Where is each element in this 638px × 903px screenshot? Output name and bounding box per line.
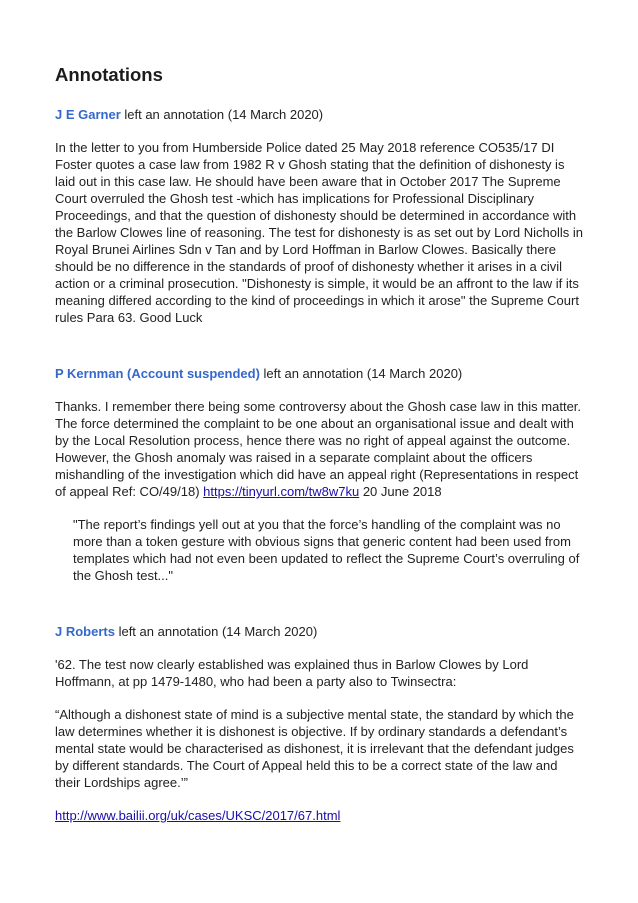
bailii-link[interactable]: http://www.bailii.org/uk/cases/UKSC/2017/67.html (55, 808, 341, 823)
annotation-meta (55, 365, 584, 382)
annotation-quote-paragraph: “Although a dishonest state of mind is a subjective mental state, the standard by which the law determines whether it is dishonest is objective. If by ordinary standards a defendant’s mental state would be characterised as dishonest, it is irrelevant that the defendant judges by different standards. The Court of Appeal held this to be a correct state of the law and their Lordships agree.’” (55, 707, 574, 790)
body-text: Thanks. I remember there being some controversy about the Ghosh case law in this matter. The force determined the complaint to be one about an organisational issue and dealt with by the Local Resolution process, hence there was no right of appeal against the outcome. However, the Ghosh anomaly was raised in a separate complaint about the officers mishandling of the investigation which did have an appeal right (Representations in respect of appeal Ref: CO/49/18) (55, 399, 582, 499)
annotation-body: '62. The test now clearly established was explained thus in Barlow Clowes by Lord Hoffmann, at pp 1479-1480, who had been a party also to Twinsectra: (55, 657, 529, 689)
annotation-2 (55, 365, 584, 584)
annotation-3 (55, 623, 584, 824)
author-link[interactable]: J Roberts (55, 624, 115, 639)
annotation-meta (55, 106, 584, 123)
annotation-date-text: left an annotation (14 March 2020) (259, 366, 463, 381)
annotation-date-text: left an annotation (14 March 2020) (120, 107, 324, 122)
page-title: Annotations (55, 64, 163, 85)
spacer (55, 600, 584, 623)
annotation-1 (55, 106, 584, 326)
annotation-link-paragraph (55, 807, 584, 824)
tinyurl-link[interactable]: https://tinyurl.com/tw8w7ku (203, 484, 360, 499)
annotation-date-text: left an annotation (14 March 2020) (114, 624, 318, 639)
author-link[interactable]: J E Garner (55, 107, 121, 122)
annotation-body: In the letter to you from Humberside Police dated 25 May 2018 reference CO535/17 DI Foster quotes a case law from 1982 R v Ghosh stating that the definition of dishonesty is laid out in this case law. He should have been aware that in October 2017 The Supreme Court overruled the Ghosh test -which has implications for Professional Disciplinary Proceedings, and that the question of dishonesty should be determined in accordance with the Barlow Clowes line of reasoning. The test for dishonesty is as set out by Lord Nicholls in Royal Brunei Airlines Sdn v Tan and by Lord Hoffman in Barlow Clowes. Basically there should be no difference in the standards of proof of dishonesty whether it arises in a civil action or a criminal prosecution. "Dishonesty is simple, it would be an affront to the law if its meaning differed according to the kind of proceedings in which it arose" the Supreme Court rules Para 63. Good Luck (55, 140, 583, 325)
body-text: 20 June 2018 (359, 484, 442, 499)
quote-block: "The report’s findings yell out at you that the force’s handling of the complaint was no more than a token gesture with obvious signs that generic content had been used from templates which had not even been updated to reflect the Supreme Court’s overruling of the Ghosh test..." (73, 517, 580, 583)
annotation-meta (55, 623, 584, 640)
annotation-body (55, 398, 584, 500)
spacer (55, 342, 584, 365)
author-link[interactable]: P Kernman (Account suspended) (55, 366, 260, 381)
